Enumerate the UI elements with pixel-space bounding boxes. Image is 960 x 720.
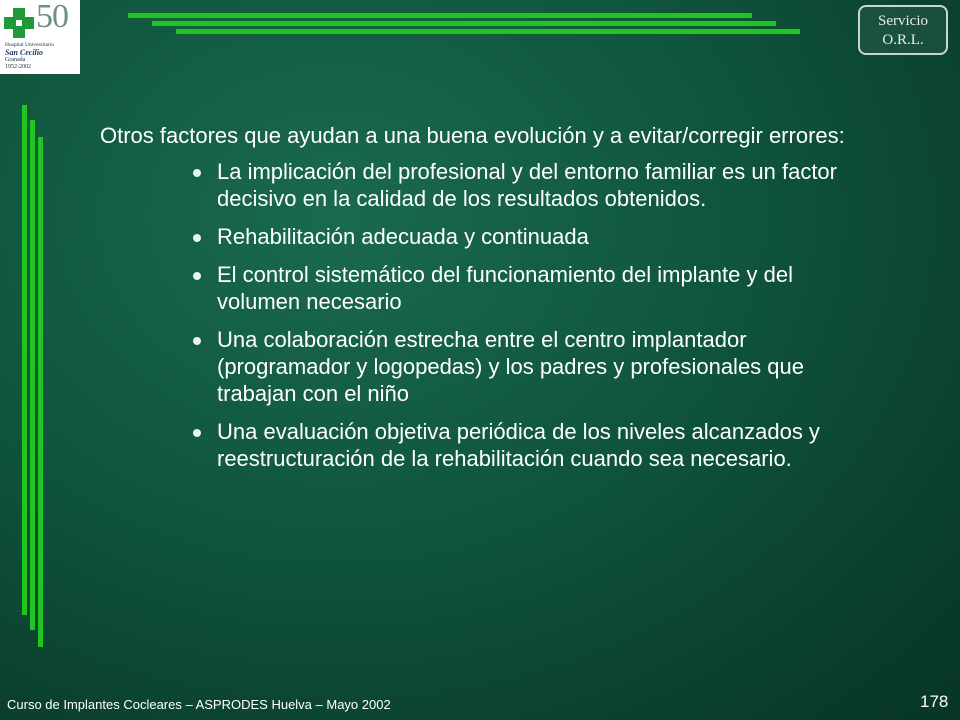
bullet-dot-icon <box>193 337 201 345</box>
bullet-dot-icon <box>193 169 201 177</box>
bullet-text: La implicación del profesional y del entorno familiar es un factor decisivo en la calidad de los resultados obtenidos. <box>217 159 837 211</box>
slide-number: 178 <box>920 692 949 711</box>
bullet-dot-icon <box>193 429 201 437</box>
footer-text: Curso de Implantes Cocleares – ASPRODES Huelva – Mayo 2002 <box>7 697 391 712</box>
hospital-logo <box>0 0 80 74</box>
logo-line-name: San Cecilio <box>5 48 44 57</box>
decor-hline-2 <box>152 21 776 26</box>
badge-line-orl: O.R.L. <box>882 32 924 48</box>
bullet-item <box>217 326 877 407</box>
bullet-dot-icon <box>193 234 201 242</box>
badge-line-service: Servicio <box>878 13 928 29</box>
decor-vline-1 <box>22 105 27 615</box>
bullet-item <box>217 158 877 212</box>
logo-line-city: Granada <box>5 57 26 63</box>
green-cross-icon <box>2 6 36 40</box>
bullet-dot-icon <box>193 272 201 280</box>
logo-anniversary-number: 50 <box>36 0 68 35</box>
logo-line-years: 1952-2002 <box>5 64 31 70</box>
bullet-text: Una evaluación objetiva periódica de los niveles alcanzados y reestructuración de la rehabilitación cuando sea necesario. <box>217 419 820 471</box>
bullet-text: El control sistemático del funcionamiento del implante y del volumen necesario <box>217 262 793 314</box>
service-badge <box>858 5 948 55</box>
bullet-list <box>100 158 920 472</box>
intro-text: Otros factores que ayudan a una buena evolución y a evitar/corregir errores: <box>100 123 845 148</box>
logo-line-hospital: Hospital Universitario <box>5 42 55 48</box>
decor-hline-1 <box>128 13 752 18</box>
decor-hline-3 <box>176 29 800 34</box>
decor-vline-2 <box>30 120 35 630</box>
decor-vline-3 <box>38 137 43 647</box>
bullet-item <box>217 261 877 315</box>
bullet-item <box>217 418 877 472</box>
bullet-item <box>217 223 877 250</box>
bullet-text: Una colaboración estrecha entre el centro implantador (programador y logopedas) y los padres y profesionales que trabajan con el niño <box>217 327 804 406</box>
slide-content <box>100 122 920 483</box>
bullet-text: Rehabilitación adecuada y continuada <box>217 224 589 249</box>
